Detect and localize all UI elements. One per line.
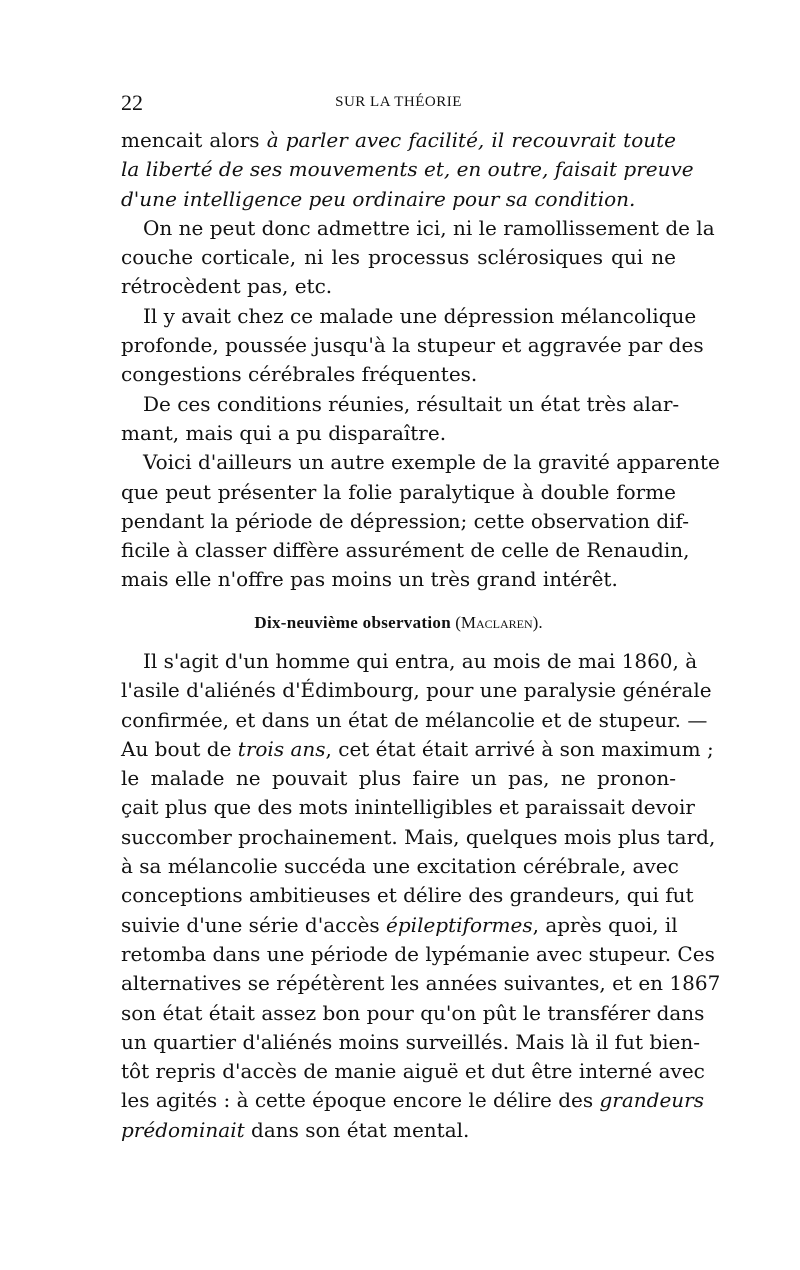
text-line: De ces conditions réunies, résultait un état très alar- (143, 391, 680, 416)
text-line: conceptions ambitieuses et délire des grandeurs, qui fut (121, 883, 694, 908)
text-line: profonde, poussée jusqu'à la stupeur et aggravée par des (121, 333, 704, 358)
paragraph-2 (121, 214, 715, 302)
text-line: ficile à classer diffère assurément de celle de Renaudin, (121, 538, 690, 563)
paragraph-5 (121, 448, 720, 594)
text-line: couche corticale, ni les processus sclérosiques qui ne (121, 245, 676, 270)
text-line: confirmée, et dans un état de mélancolie et de stupeur. — (121, 707, 708, 732)
section-heading: Dix-neuvième observation (Maclaren). (254, 613, 543, 632)
text-line: les agités : à cette époque encore le délire des grandeurs (121, 1088, 704, 1113)
page-header (121, 90, 676, 120)
body-text-top (121, 126, 720, 595)
text-line: l'asile d'aliénés d'Édimbourg, pour une paralysie générale (121, 678, 712, 703)
text-line: Il s'agit d'un homme qui entra, au mois de mai 1860, à (143, 649, 698, 673)
text-line: suivie d'une série d'accès épileptiformes, après quoi, il (121, 912, 678, 937)
text-line: mant, mais qui a pu disparaître. (121, 420, 447, 445)
text-line: un quartier d'aliénés moins surveillés. Mais là il fut bien- (121, 1029, 701, 1054)
text-line: le malade ne pouvait plus faire un pas, ne pronon- (121, 766, 676, 791)
paragraph-6 (121, 647, 721, 1145)
text-line: Au bout de trois ans, cet état était arrivé à son maximum ; (121, 736, 714, 761)
body-text-bottom (121, 647, 721, 1145)
paragraph-4 (121, 390, 680, 449)
text-line: congestions cérébrales fréquentes. (121, 362, 478, 387)
text-line: tôt repris d'accès de manie aiguë et dut être interné avec (121, 1059, 705, 1084)
text-line: succomber prochainement. Mais, quelques mois plus tard, (121, 824, 716, 849)
running-head: SUR LA THÉORIE (335, 94, 462, 110)
text-line: rétrocèdent pas, etc. (121, 274, 333, 299)
text-line: prédominait dans son état mental. (121, 1117, 470, 1142)
text-line: à sa mélancolie succéda une excitation cérébrale, avec (121, 854, 679, 879)
text-line: Il y avait chez ce malade une dépression mélancolique (143, 303, 697, 328)
text-line: son état était assez bon pour qu'on pût le transférer dans (121, 1000, 705, 1025)
text-line: çait plus que des mots inintelligibles et paraissait devoir (121, 795, 695, 820)
heading-title: Dix-neuvième observation (254, 613, 451, 632)
text-line: Voici d'ailleurs un autre exemple de la gravité apparente (143, 450, 720, 475)
text-line: d'une intelligence peu ordinaire pour sa condition. (121, 186, 636, 211)
page-number: 22 (121, 90, 143, 115)
text-line: alternatives se répétèrent les années suivantes, et en 1867 (121, 971, 721, 996)
text-line: la liberté de ses mouvements et, en outre, faisait preuve (121, 157, 694, 182)
text-line: pendant la période de dépression; cette observation dif- (121, 508, 689, 533)
text-line: On ne peut donc admettre ici, ni le ramollissement de la (143, 215, 715, 240)
text-line: retomba dans une période de lypémanie avec stupeur. Ces (121, 941, 715, 966)
paragraph-1 (121, 126, 694, 214)
heading-author: Maclaren (460, 613, 533, 632)
text-line: mencait alors à parler avec facilité, il recouvrait toute (121, 128, 677, 152)
paragraph-3 (121, 302, 704, 390)
text-line: mais elle n'offre pas moins un très grand intérêt. (121, 567, 618, 592)
text-line: que peut présenter la folie paralytique à double forme (121, 479, 676, 504)
